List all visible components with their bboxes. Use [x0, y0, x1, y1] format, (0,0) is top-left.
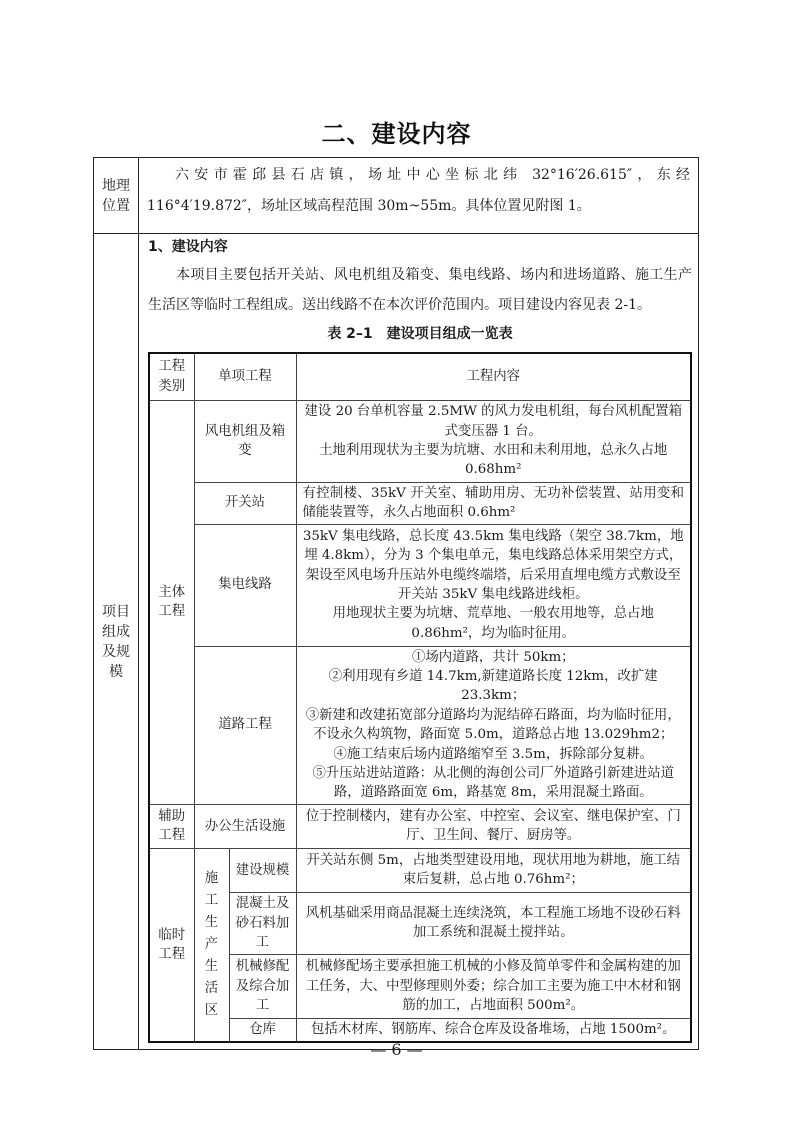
content-cell: ①场内道路，共计 50km； ②利用现有乡道 14.7km,新建道路长度 12km，改扩建 23.3km； ③新建和改建拓宽部分道路均为泥结碎石路面，均为临时征用，不设永久构筑物，路面宽 5.0m，道路总占地 13.029hm2； ④施工结束后场内道路缩窄至 3.5m，拆除部分复耕。 ⑤升压站进站道路：从北侧的海创公司厂外道路引新建进站道路，道路路面宽 6m，路基宽 8m，采用混凝土路面。 [296, 646, 691, 804]
page-title: 二、建设内容 [321, 120, 472, 148]
item-cell: 集电线路 [194, 524, 296, 646]
content-cell: 建设 20 台单机容量 2.5MW 的风力发电机组，每台风机配置箱式变压器 1 台。 土地利用现状为主要为坑塘、水田和未利用地，总永久占地 0.68hm² [296, 400, 691, 482]
project-label: 项目组成及规模 [94, 234, 139, 1050]
table-row [149, 482, 691, 524]
item-cell: 机械修配及综合加工 [229, 954, 296, 1018]
item-cell: 开关站 [194, 482, 296, 524]
table-caption: 表 2–1 建设项目组成一览表 [327, 326, 513, 342]
category-aux: 辅助工程 [149, 804, 194, 848]
construction-info-table [93, 157, 699, 1050]
table-row [149, 646, 691, 804]
item-cell: 道路工程 [194, 646, 296, 804]
content-cell: 包括木材库、钢筋库、综合仓库及设备堆场，占地 1500m²。 [296, 1018, 691, 1042]
table-row [149, 804, 691, 848]
geo-row [94, 158, 699, 234]
table-row [149, 524, 691, 646]
content-cell: 机械修配场主要承担施工机械的小修及简单零件和金属构建的加工任务，大、中型修理则外委；综合加工主要为施工中木材和钢筋的加工，占地面积 500m²。 [296, 954, 691, 1018]
item-cell: 混凝土及砂石料加工 [229, 892, 296, 954]
table-row [149, 1018, 691, 1042]
table-row [149, 848, 691, 892]
project-row [94, 234, 699, 1050]
table-row [149, 892, 691, 954]
category-temp: 临时工程 [149, 848, 194, 1042]
header-category: 工程类别 [149, 353, 194, 400]
geo-content [139, 158, 699, 234]
subcategory-construction-area: 施工生产生活区 [194, 848, 229, 1042]
content-cell: 开关站东侧 5m，占地类型建设用地，现状用地为耕地，施工结束后复耕，总占地 0.76hm²； [296, 848, 691, 892]
table-row [149, 954, 691, 1018]
header-content: 工程内容 [296, 353, 691, 400]
content-cell: 位于控制楼内，建有办公室、中控室、会议室、继电保护室、门厅、卫生间、餐厅、厨房等。 [296, 804, 691, 848]
project-content [139, 234, 699, 1050]
item-cell: 风电机组及箱变 [194, 400, 296, 482]
table-row [149, 400, 691, 482]
geo-label: 地理位置 [94, 158, 139, 234]
content-cell: 有控制楼、35kV 开关室、辅助用房、无功补偿装置、站用变和储能装置等，永久占地面积 0.6hm² [296, 482, 691, 524]
item-cell: 建设规模 [229, 848, 296, 892]
page-number: — 6 — [370, 1040, 423, 1059]
content-cell: 风机基础采用商品混凝土连续浇筑，本工程施工场地不设砂石料加工系统和混凝土搅拌站。 [296, 892, 691, 954]
category-main: 主体工程 [149, 400, 194, 804]
item-cell: 办公生活设施 [194, 804, 296, 848]
item-cell: 仓库 [229, 1018, 296, 1042]
intro-paragraph: 本项目主要包括开关站、风电机组及箱变、集电线路、场内和进场道路、施工生产生活区等临时工程组成。送出线路不在本次评价范围内。项目建设内容见表 2-1。 [148, 267, 692, 313]
header-item: 单项工程 [194, 353, 296, 400]
content-cell: 35kV 集电线路，总长度 43.5km 集电线路（架空 38.7km，地埋 4.8km），分为 3 个集电单元，集电线路总体采用架空方式，架设至风电场升压站外电缆终端塔，后采用直埋电缆方式敷设至开关站 35kV 集电线路进线柜。 用地现状主要为坑塘、荒草地、一般农用地等，总占地 0.86hm²，均为临时征用。 [296, 524, 691, 646]
project-composition-table [148, 352, 692, 1043]
geo-text: 六安市霍邱县石店镇，场址中心坐标北纬 32°16′26.615″，东经 116°4′19.872″，场址区域高程范围 30m~55m。具体位置见附图 1。 [147, 166, 690, 214]
section-heading: 1、建设内容 [148, 239, 228, 255]
table-header-row [149, 353, 691, 400]
